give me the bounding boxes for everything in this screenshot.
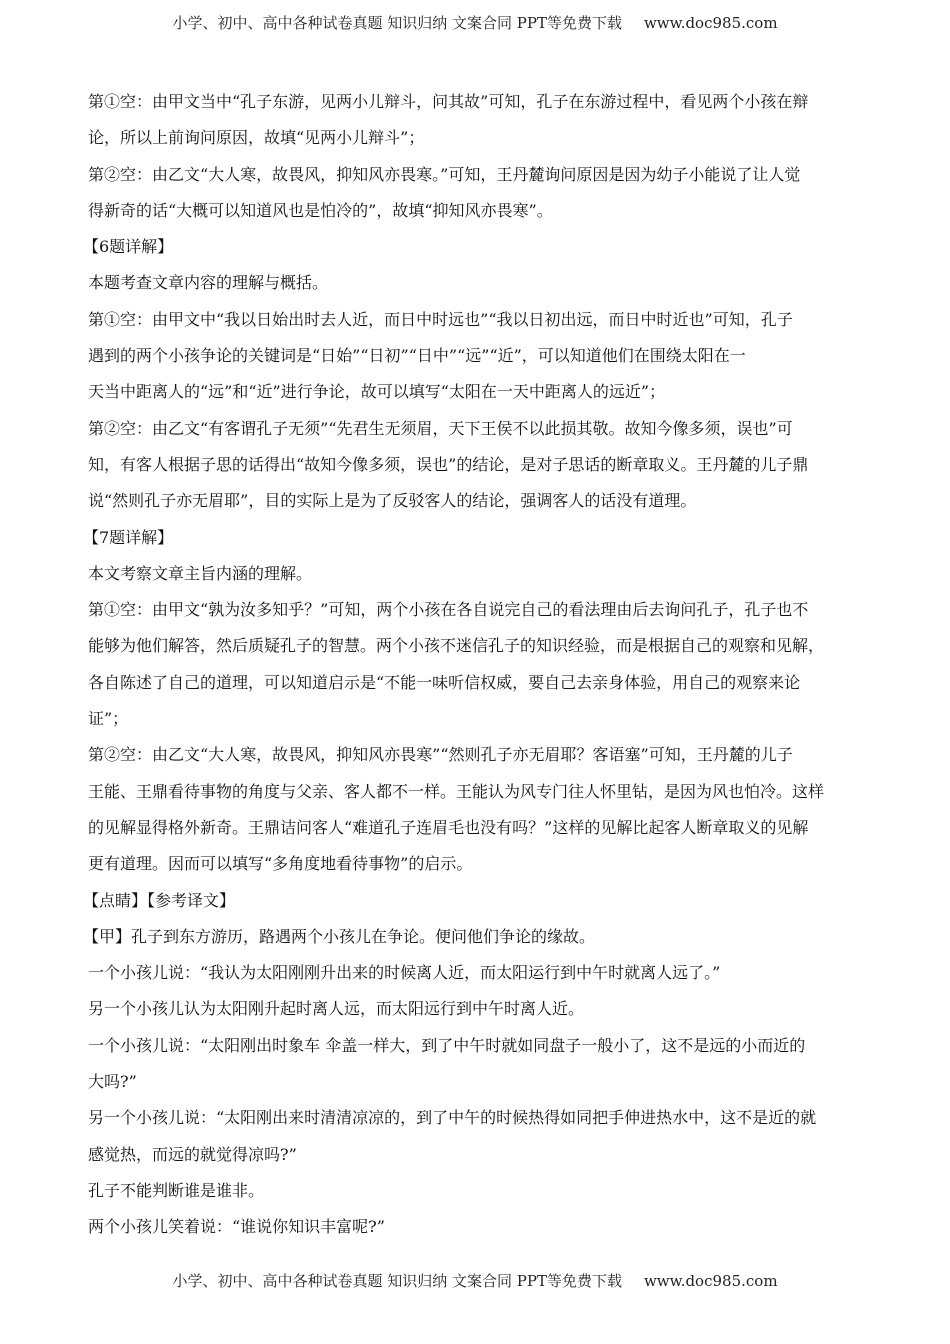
text-line: 第②空：由乙文“大人寒，故畏风，抑知风亦畏寒。”可知，王丹麓询问原因是因为幼子小能说了让人觉	[88, 164, 801, 184]
text-line: 更有道理。因而可以填写“多角度地看待事物”的启示。	[88, 854, 473, 874]
text-line: 感觉热，而远的就觉得凉吗?”	[88, 1144, 297, 1164]
text-line: 论，所以上前询问原因，故填“见两小儿辩斗”；	[88, 128, 425, 148]
text-line: 第②空：由乙文“有客谓孔子无须”“先君生无须眉，天下王侯不以此损其敬。故知今像多须，误也”可	[88, 418, 793, 438]
text-line: 说“然则孔子亦无眉耶”，目的实际上是为了反驳客人的结论，强调客人的话没有道理。	[88, 491, 697, 511]
text-line: 得新奇的话“大概可以知道风也是怕冷的”，故填“抑知风亦畏寒”。	[88, 200, 553, 220]
text-line: 王能、王鼎看待事物的角度与父亲、客人都不一样。王能认为风专门往人怀里钻，是因为风也怕冷。这样	[88, 781, 825, 801]
page-footer	[0, 1270, 950, 1291]
text-line: 知，有客人根据子思的话得出“故知今像多须，误也”的结论，是对子思话的断章取义。王丹麓的儿子鼎	[88, 454, 809, 474]
text-line: 大吗?”	[88, 1072, 137, 1092]
text-line: 另一个小孩儿说：“太阳刚出来时清清凉凉的，到了中午的时候热得如同把手伸进热水中，这不是近的就	[88, 1108, 817, 1128]
document-body	[83, 84, 858, 1246]
text-line: 第①空：由甲文中“我以日始出时去人近，而日中时远也”“我以日初出远，而日中时近也”可知，孔子	[88, 309, 793, 329]
section-heading: 【7题详解】	[83, 527, 174, 547]
text-line: 第②空：由乙文“大人寒，故畏风，抑知风亦畏寒”“然则孔子亦无眉耶？客语塞”可知，王丹麓的儿子	[88, 745, 793, 765]
text-line: 各自陈述了自己的道理，可以知道启示是“不能一味听信权威，要自己去亲身体验，用自己的观察来论	[88, 672, 801, 692]
text-line: 能够为他们解答，然后质疑孔子的智慧。两个小孩不迷信孔子的知识经验，而是根据自己的观察和见解，	[88, 636, 825, 656]
text-line: 天当中距离人的“远”和“近”进行争论，故可以填写“太阳在一天中距离人的远近”；	[88, 382, 666, 402]
text-line: 本文考察文章主旨内涵的理解。	[88, 563, 313, 583]
footer-title: 小学、初中、高中各种试卷真题 知识归纳 文案合同 PPT等免费下载	[172, 1272, 622, 1290]
text-line: 第①空：由甲文“孰为汝多知乎？”可知，两个小孩在各自说完自己的看法理由后去询问孔子，孔子也不	[88, 600, 809, 620]
text-line: 证”；	[88, 709, 129, 729]
text-line: 一个小孩儿说：“我认为太阳刚刚升出来的时候离人近，而太阳运行到中午时就离人远了。”	[88, 963, 721, 983]
section-heading: 【6题详解】	[83, 237, 174, 257]
page-header	[0, 12, 950, 33]
text-line: 的见解显得格外新奇。王鼎诘问客人“难道孔子连眉毛也没有吗？”这样的见解比起客人断章取义的见解	[88, 817, 809, 837]
text-line: 孔子不能判断谁是谁非。	[88, 1180, 265, 1200]
text-line: 第①空：由甲文当中“孔子东游，见两小儿辩斗，问其故”可知，孔子在东游过程中，看见两个小孩在辩	[88, 92, 809, 111]
text-line: 【甲】孔子到东方游历，路遇两个小孩儿在争论。便问他们争论的缘故。	[83, 926, 596, 946]
header-site-link[interactable]: www.doc985.com	[643, 14, 778, 32]
header-title: 小学、初中、高中各种试卷真题 知识归纳 文案合同 PPT等免费下载	[172, 14, 622, 32]
section-heading: 【点睛】【参考译文】	[83, 890, 236, 910]
text-line: 一个小孩儿说：“太阳刚出时象车 伞盖一样大，到了中午时就如同盘子一般小了，这不是远的小而近的	[88, 1035, 806, 1055]
text-line: 两个小孩儿笑着说：“谁说你知识丰富呢?”	[88, 1217, 385, 1237]
text-line: 本题考查文章内容的理解与概括。	[88, 273, 329, 293]
text-line: 遇到的两个小孩争论的关键词是“日始”“日初”“日中”“远”“近”，可以知道他们在围绕太阳在一	[88, 346, 746, 366]
footer-site-link[interactable]: www.doc985.com	[643, 1272, 778, 1290]
text-line: 另一个小孩儿认为太阳刚升起时离人远，而太阳远行到中午时离人近。	[88, 999, 585, 1019]
